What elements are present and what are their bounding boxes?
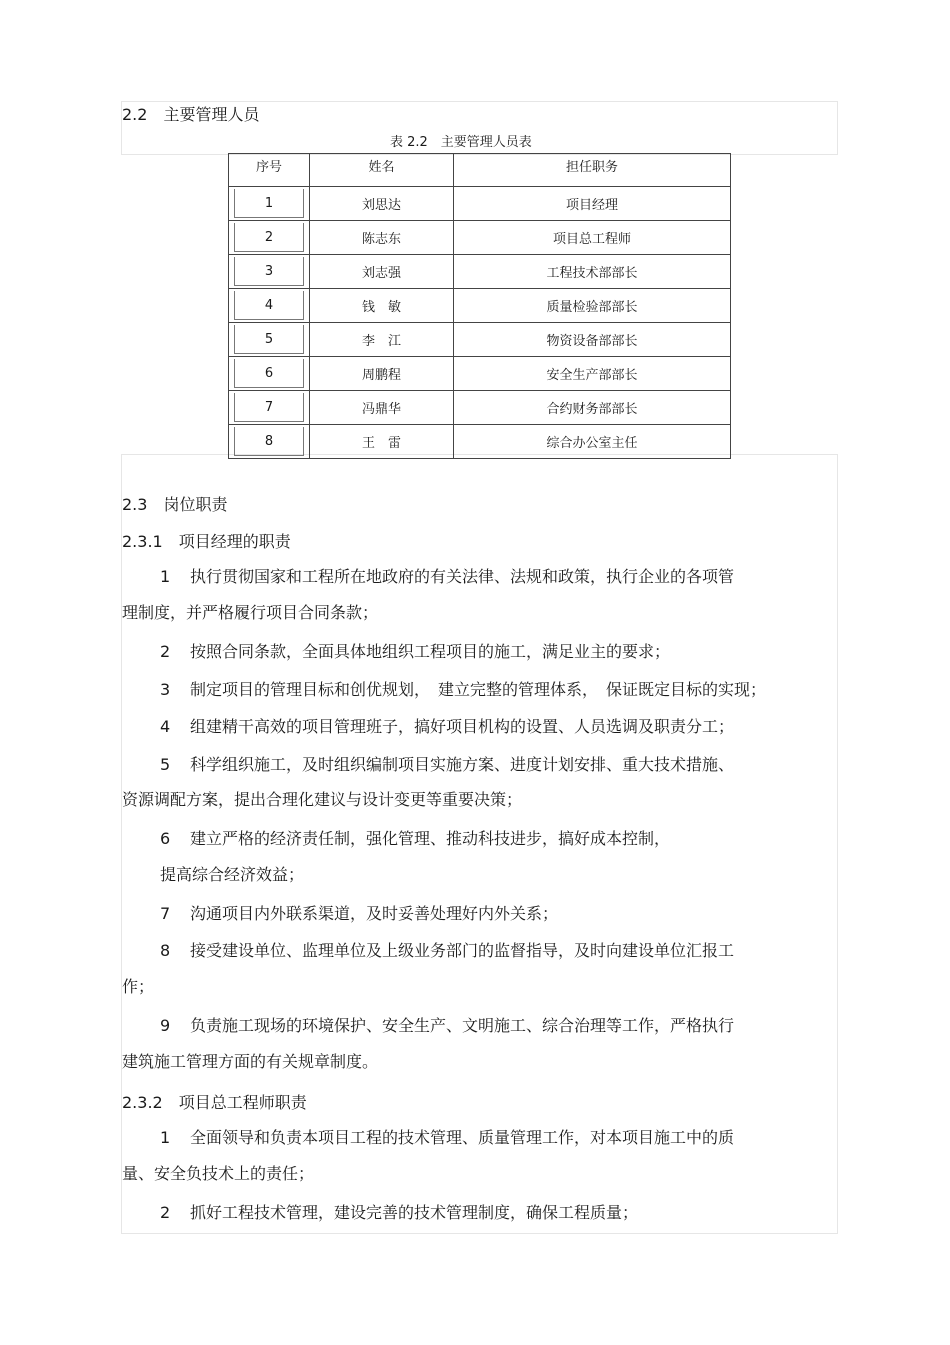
- duty-item: 6 建立严格的经济责任制，强化管理、推动科技进步，搞好成本控制，: [160, 829, 671, 848]
- cell-role: 项目总工程师: [454, 221, 731, 255]
- cell-name: 钱 敏: [310, 289, 454, 323]
- header-role: 担任职务: [454, 154, 731, 187]
- staff-table: [228, 153, 731, 459]
- section-2-3-heading: 2.3 岗位职责: [122, 495, 228, 514]
- table-row: [229, 323, 731, 357]
- cell-seq: 3: [234, 257, 304, 286]
- cell-seq: 1: [234, 189, 304, 218]
- table-row: [229, 425, 731, 459]
- duty-item-cont: 资源调配方案，提出合理化建议与设计变更等重要决策；: [122, 790, 523, 809]
- section-2-3-2-heading: 2.3.2 项目总工程师职责: [122, 1093, 307, 1112]
- table-row: [229, 187, 731, 221]
- header-seq: 序号: [229, 154, 310, 187]
- duty-item: 4 组建精干高效的项目管理班子，搞好项目机构的设置、人员选调及职责分工；: [160, 717, 735, 736]
- cell-seq: 6: [234, 359, 304, 388]
- section-2-3-1-heading: 2.3.1 项目经理的职责: [122, 532, 291, 551]
- cell-role: 安全生产部部长: [454, 357, 731, 391]
- cell-name: 王 雷: [310, 425, 454, 459]
- duty-item: 5 科学组织施工，及时组织编制项目实施方案、进度计划安排、重大技术措施、: [160, 755, 735, 774]
- cell-role: 合约财务部部长: [454, 391, 731, 425]
- cell-seq: 7: [234, 393, 304, 422]
- cell-seq: 8: [234, 427, 304, 456]
- duty-item: 1 全面领导和负责本项目工程的技术管理、质量管理工作，对本项目施工中的质: [160, 1128, 735, 1147]
- cell-role: 工程技术部部长: [454, 255, 731, 289]
- cell-name: 刘思达: [310, 187, 454, 221]
- duty-item: 2 按照合同条款，全面具体地组织工程项目的施工，满足业主的要求；: [160, 642, 671, 661]
- duty-item-cont: 提高综合经济效益；: [160, 865, 305, 884]
- duty-item: 2 抓好工程技术管理，建设完善的技术管理制度，确保工程质量；: [160, 1203, 639, 1222]
- cell-role: 综合办公室主任: [454, 425, 731, 459]
- table-header-row: [229, 154, 731, 187]
- header-name: 姓名: [310, 154, 454, 187]
- duty-item: 3 制定项目的管理目标和创优规划， 建立完整的管理体系， 保证既定目标的实现；: [160, 680, 767, 699]
- cell-role: 项目经理: [454, 187, 731, 221]
- cell-name: 周鹏程: [310, 357, 454, 391]
- table-row: [229, 255, 731, 289]
- duty-item-cont: 建筑施工管理方面的有关规章制度。: [122, 1052, 379, 1071]
- cell-role: 物资设备部部长: [454, 323, 731, 357]
- cell-name: 李 江: [310, 323, 454, 357]
- duty-item: 9 负责施工现场的环境保护、安全生产、文明施工、综合治理等工作，严格执行: [160, 1016, 735, 1035]
- cell-seq: 4: [234, 291, 304, 320]
- table-row: [229, 221, 731, 255]
- duty-item: 7 沟通项目内外联系渠道，及时妥善处理好内外关系；: [160, 904, 559, 923]
- table-row: [229, 289, 731, 323]
- duty-item-cont: 作；: [122, 977, 155, 996]
- cell-seq: 5: [234, 325, 304, 354]
- cell-role: 质量检验部部长: [454, 289, 731, 323]
- cell-name: 陈志东: [310, 221, 454, 255]
- duty-item: 8 接受建设单位、监理单位及上级业务部门的监督指导，及时向建设单位汇报工: [160, 941, 735, 960]
- table-caption: 表 2.2 主要管理人员表: [390, 135, 532, 150]
- duty-item: 1 执行贯彻国家和工程所在地政府的有关法律、法规和政策，执行企业的各项管: [160, 567, 735, 586]
- cell-name: 冯鼎华: [310, 391, 454, 425]
- duty-item-cont: 量、安全负技术上的责任；: [122, 1164, 315, 1183]
- duty-item-cont: 理制度，并严格履行项目合同条款；: [122, 603, 379, 622]
- table-row: [229, 357, 731, 391]
- table-row: [229, 391, 731, 425]
- cell-seq: 2: [234, 223, 304, 252]
- cell-name: 刘志强: [310, 255, 454, 289]
- section-2-2-heading: 2.2 主要管理人员: [122, 105, 260, 124]
